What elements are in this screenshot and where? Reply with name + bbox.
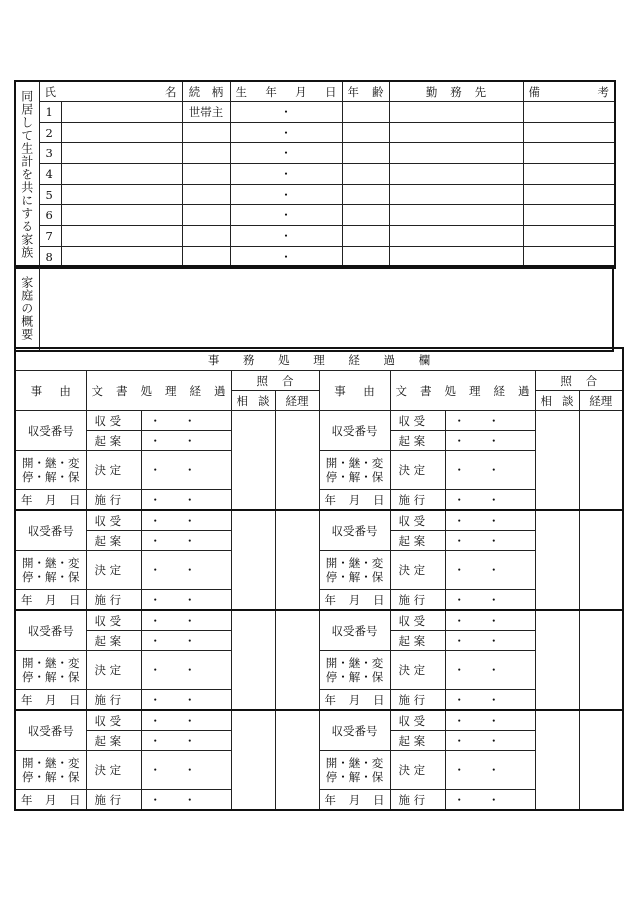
step-label: 施 行 xyxy=(86,490,141,511)
manage-cell[interactable] xyxy=(579,411,623,511)
summary-label: 家庭の概要 xyxy=(15,266,39,351)
date-label: 年 月 日 xyxy=(319,790,390,811)
step-dots: ・ ・ xyxy=(445,710,535,731)
manage-cell[interactable] xyxy=(275,411,319,511)
step-label: 決 定 xyxy=(86,751,141,790)
family-row: 4 ・ xyxy=(15,164,615,185)
step-label: 起 案 xyxy=(86,431,141,451)
step-label: 収 受 xyxy=(390,510,445,531)
step-label: 決 定 xyxy=(390,551,445,590)
family-table xyxy=(14,80,616,269)
step-label: 決 定 xyxy=(86,651,141,690)
receipt-no-label: 収受番号 xyxy=(319,710,390,751)
manage-header: 経理 xyxy=(579,391,623,411)
receipt-no-label: 収受番号 xyxy=(15,610,86,651)
type-options: 開・継・変 停・解・保 xyxy=(319,751,390,790)
process-block-row xyxy=(15,411,623,431)
step-dots: ・ ・ xyxy=(141,610,231,631)
step-label: 起 案 xyxy=(390,531,445,551)
step-label: 起 案 xyxy=(86,531,141,551)
step-dots: ・ ・ xyxy=(445,651,535,690)
step-dots: ・ ・ xyxy=(445,731,535,751)
manage-cell[interactable] xyxy=(275,710,319,810)
family-row: 5 ・ xyxy=(15,184,615,205)
step-label: 起 案 xyxy=(390,631,445,651)
family-row: 8 ・ xyxy=(15,246,615,267)
date-label: 年 月 日 xyxy=(319,690,390,711)
summary-field[interactable] xyxy=(39,266,613,351)
step-dots: ・ ・ xyxy=(141,731,231,751)
receipt-no-label: 収受番号 xyxy=(15,710,86,751)
step-dots: ・ ・ xyxy=(141,631,231,651)
step-dots: ・ ・ xyxy=(445,411,535,431)
step-label: 収 受 xyxy=(86,510,141,531)
type-options: 開・継・変 停・解・保 xyxy=(15,751,86,790)
manage-header: 経理 xyxy=(275,391,319,411)
step-dots: ・ ・ xyxy=(445,590,535,611)
step-dots: ・ ・ xyxy=(141,451,231,490)
manage-cell[interactable] xyxy=(275,510,319,610)
step-label: 決 定 xyxy=(390,751,445,790)
step-dots: ・ ・ xyxy=(141,411,231,431)
process-block-row xyxy=(15,590,623,611)
step-label: 施 行 xyxy=(86,690,141,711)
process-block-row xyxy=(15,510,623,531)
check-header: 照 合 xyxy=(231,371,319,391)
docs-header: 文 書 処 理 経 過 xyxy=(390,371,535,411)
receipt-no-label: 収受番号 xyxy=(319,610,390,651)
receipt-no-label: 収受番号 xyxy=(15,411,86,451)
consult-cell[interactable] xyxy=(231,610,275,710)
name-header: 氏 名 xyxy=(39,81,182,102)
step-dots: ・ ・ xyxy=(445,490,535,511)
consult-cell[interactable] xyxy=(231,710,275,810)
date-label: 年 月 日 xyxy=(15,490,86,511)
step-dots: ・ ・ xyxy=(141,790,231,811)
process-block-row xyxy=(15,490,623,511)
step-label: 収 受 xyxy=(86,610,141,631)
step-dots: ・ ・ xyxy=(141,590,231,611)
step-label: 決 定 xyxy=(86,551,141,590)
family-summary-table xyxy=(14,265,614,352)
consult-cell[interactable] xyxy=(535,510,579,610)
step-label: 起 案 xyxy=(390,431,445,451)
step-label: 決 定 xyxy=(390,451,445,490)
type-options: 開・継・変 停・解・保 xyxy=(15,551,86,590)
date-label: 年 月 日 xyxy=(15,590,86,611)
reason-header: 事 由 xyxy=(15,371,86,411)
step-dots: ・ ・ xyxy=(141,431,231,451)
step-dots: ・ ・ xyxy=(445,510,535,531)
family-side-label: 同居して生計を共にする家族 xyxy=(15,81,39,268)
process-title: 事 務 処 理 経 過 欄 xyxy=(15,348,623,371)
step-dots: ・ ・ xyxy=(141,710,231,731)
step-label: 施 行 xyxy=(86,790,141,811)
consult-cell[interactable] xyxy=(535,710,579,810)
reason-header: 事 由 xyxy=(319,371,390,411)
process-block-row xyxy=(15,710,623,731)
process-block-row xyxy=(15,690,623,711)
work-header: 勤 務 先 xyxy=(389,81,523,102)
date-label: 年 月 日 xyxy=(15,790,86,811)
step-dots: ・ ・ xyxy=(141,651,231,690)
process-block-row xyxy=(15,651,623,690)
receipt-no-label: 収受番号 xyxy=(319,510,390,551)
family-row: 7 ・ xyxy=(15,226,615,247)
consult-cell[interactable] xyxy=(231,510,275,610)
consult-header: 相 談 xyxy=(535,391,579,411)
consult-cell[interactable] xyxy=(535,411,579,511)
step-dots: ・ ・ xyxy=(445,610,535,631)
step-label: 起 案 xyxy=(86,631,141,651)
consult-header: 相 談 xyxy=(231,391,275,411)
step-dots: ・ ・ xyxy=(141,490,231,511)
step-label: 収 受 xyxy=(86,710,141,731)
docs-header: 文 書 処 理 経 過 xyxy=(86,371,231,411)
date-label: 年 月 日 xyxy=(15,690,86,711)
type-options: 開・継・変 停・解・保 xyxy=(15,651,86,690)
step-label: 施 行 xyxy=(86,590,141,611)
step-label: 決 定 xyxy=(390,651,445,690)
remarks-header: 備 考 xyxy=(523,81,615,102)
process-block-row xyxy=(15,551,623,590)
step-dots: ・ ・ xyxy=(445,431,535,451)
step-label: 起 案 xyxy=(390,731,445,751)
receipt-no-label: 収受番号 xyxy=(319,411,390,451)
step-label: 収 受 xyxy=(86,411,141,431)
step-dots: ・ ・ xyxy=(445,451,535,490)
manage-cell[interactable] xyxy=(579,510,623,610)
type-options: 開・継・変 停・解・保 xyxy=(319,551,390,590)
consult-cell[interactable] xyxy=(231,411,275,511)
step-dots: ・ ・ xyxy=(445,690,535,711)
step-dots: ・ ・ xyxy=(445,531,535,551)
step-label: 起 案 xyxy=(86,731,141,751)
step-label: 施 行 xyxy=(390,490,445,511)
type-options: 開・継・変 停・解・保 xyxy=(319,651,390,690)
relation-header: 続 柄 xyxy=(182,81,230,102)
process-block-row xyxy=(15,451,623,490)
family-row: 3 ・ xyxy=(15,143,615,164)
step-dots: ・ ・ xyxy=(445,631,535,651)
age-header: 年 齢 xyxy=(342,81,389,102)
family-row: 6 ・ xyxy=(15,205,615,226)
family-row: 2 ・ xyxy=(15,122,615,143)
process-table xyxy=(14,347,624,811)
manage-cell[interactable] xyxy=(275,610,319,710)
step-dots: ・ ・ xyxy=(141,531,231,551)
birth-header: 生 年 月 日 xyxy=(230,81,342,102)
step-label: 収 受 xyxy=(390,610,445,631)
date-label: 年 月 日 xyxy=(319,590,390,611)
type-options: 開・継・変 停・解・保 xyxy=(319,451,390,490)
date-label: 年 月 日 xyxy=(319,490,390,511)
process-block-row xyxy=(15,610,623,631)
step-dots: ・ ・ xyxy=(445,551,535,590)
step-dots: ・ ・ xyxy=(445,751,535,790)
step-dots: ・ ・ xyxy=(445,790,535,811)
step-dots: ・ ・ xyxy=(141,751,231,790)
step-dots: ・ ・ xyxy=(141,551,231,590)
step-label: 施 行 xyxy=(390,790,445,811)
manage-cell[interactable] xyxy=(579,710,623,810)
process-block-row xyxy=(15,751,623,790)
check-header: 照 合 xyxy=(535,371,623,391)
receipt-no-label: 収受番号 xyxy=(15,510,86,551)
step-label: 決 定 xyxy=(86,451,141,490)
step-label: 施 行 xyxy=(390,590,445,611)
process-block-row xyxy=(15,790,623,811)
type-options: 開・継・変 停・解・保 xyxy=(15,451,86,490)
step-label: 施 行 xyxy=(390,690,445,711)
manage-cell[interactable] xyxy=(579,610,623,710)
family-row: 1 世帯主 ・ xyxy=(15,102,615,123)
step-dots: ・ ・ xyxy=(141,690,231,711)
step-label: 収 受 xyxy=(390,411,445,431)
consult-cell[interactable] xyxy=(535,610,579,710)
step-dots: ・ ・ xyxy=(141,510,231,531)
step-label: 収 受 xyxy=(390,710,445,731)
